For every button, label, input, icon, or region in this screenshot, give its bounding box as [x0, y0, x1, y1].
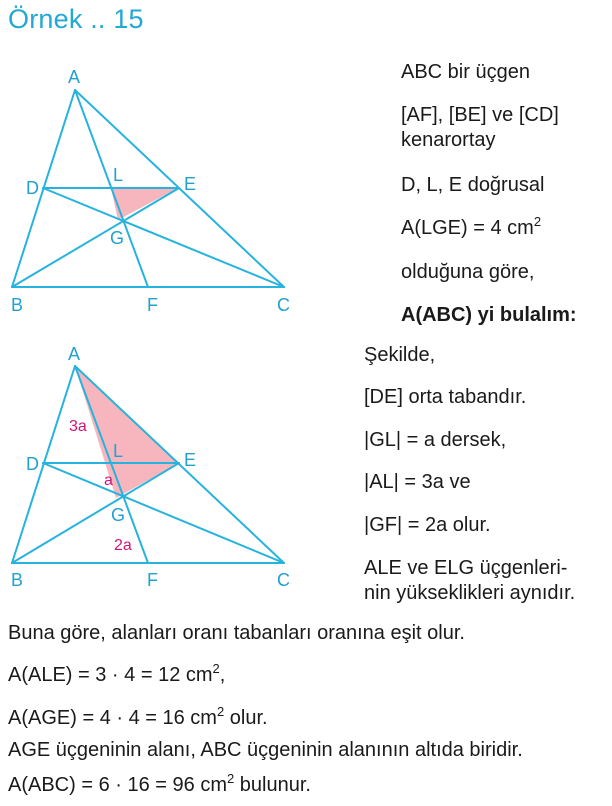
- example-title: Örnek .. 15: [8, 4, 144, 34]
- solution-bottom-line-1: Buna göre, alanları oranı tabanları oranına eşit olur.: [8, 622, 465, 644]
- given-line-4: D, L, E doğrusal: [401, 174, 545, 196]
- given-area-text: A(LGE) = 4 cm: [401, 217, 534, 239]
- label-f: F: [147, 295, 158, 315]
- label-l: L: [113, 441, 124, 461]
- area-abc-exponent: 2: [226, 771, 235, 786]
- label-a: A: [68, 67, 81, 87]
- area-abc-end: bulunur.: [234, 774, 311, 796]
- measure-gl: a: [104, 472, 113, 489]
- area-ale-text: A(ALE) = 3 · 4 = 12 cm: [8, 664, 213, 686]
- solution-line-3: |GL| = a dersek,: [364, 429, 507, 451]
- solution-bottom-line-3: [8, 706, 268, 730]
- label-g: G: [110, 228, 125, 248]
- solution-bottom-line-5: [8, 773, 311, 797]
- label-b: B: [11, 295, 24, 315]
- solution-line-1: Şekilde,: [364, 344, 436, 366]
- label-a: A: [68, 344, 81, 364]
- label-d: D: [26, 454, 39, 474]
- area-age-exponent: 2: [216, 704, 225, 719]
- shaded-triangle-age: [75, 366, 179, 498]
- label-e: E: [184, 174, 197, 194]
- label-e: E: [184, 450, 197, 470]
- solution-line-5: |GF| = 2a olur.: [364, 514, 491, 536]
- area-abc-text: A(ABC) = 6 · 16 = 96 cm: [8, 774, 227, 796]
- label-d: D: [26, 178, 39, 198]
- label-b: B: [11, 570, 24, 590]
- given-line-5: [401, 216, 541, 240]
- triangle-figure-1: [0, 0, 330, 330]
- given-line-1: ABC bir üçgen: [401, 61, 530, 83]
- given-line-2: [AF], [BE] ve [CD]: [401, 104, 559, 126]
- triangle-figure-2: [0, 345, 330, 605]
- solution-bottom-line-4: AGE üçgeninin alanı, ABC üçgeninin alanının altıda biridir.: [8, 739, 523, 761]
- solution-bottom-line-2: [8, 663, 225, 687]
- measure-al: 3a: [69, 418, 87, 435]
- given-area-exponent: 2: [533, 214, 542, 229]
- question-line: A(ABC) yi bulalım:: [401, 304, 577, 326]
- label-g: G: [111, 505, 126, 525]
- solution-line-7: nin yükseklikleri aynıdır.: [364, 582, 576, 604]
- label-c: C: [277, 570, 290, 590]
- measure-gf: 2a: [114, 537, 132, 554]
- area-ale-exponent: 2: [212, 661, 220, 676]
- label-f: F: [147, 570, 158, 590]
- area-age-end: olur.: [224, 707, 268, 729]
- label-l: L: [113, 165, 124, 185]
- area-age-text: A(AGE) = 4 · 4 = 16 cm: [8, 707, 217, 729]
- given-line-3: kenarortay: [401, 129, 496, 151]
- solution-line-6: ALE ve ELG üçgenleri-: [364, 557, 568, 579]
- area-ale-end: ,: [219, 664, 226, 686]
- solution-line-2: [DE] orta tabandır.: [364, 386, 527, 408]
- label-c: C: [277, 295, 290, 315]
- given-line-6: olduğuna göre,: [401, 261, 535, 283]
- solution-line-4: |AL| = 3a ve: [364, 471, 471, 493]
- triangle-edges: [12, 90, 284, 287]
